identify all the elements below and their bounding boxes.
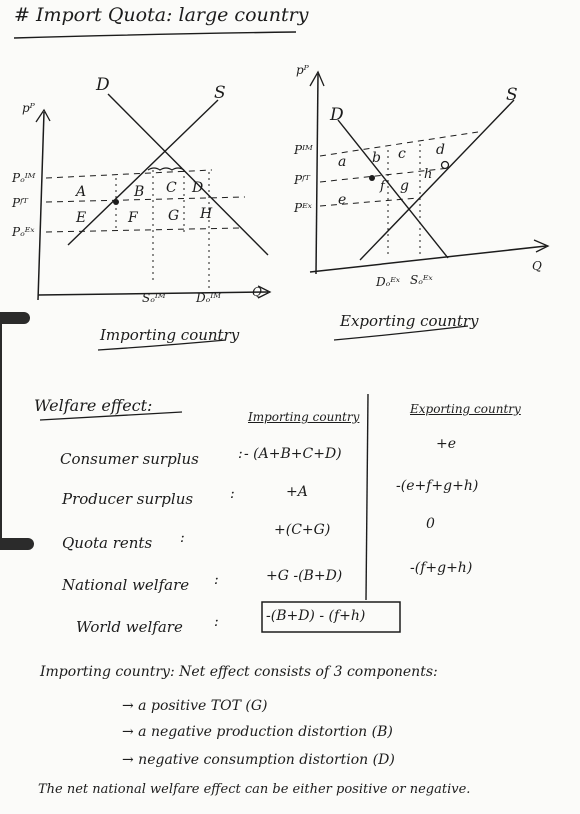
row-label-national-welfare: National welfare xyxy=(62,576,190,594)
importing-area-C: C xyxy=(166,180,177,196)
exporting-pft-label: Pᶠᵀ xyxy=(294,173,310,187)
cell-importing-national-welfare: +G -(B+D) xyxy=(266,568,343,584)
exporting-x-axis xyxy=(310,246,546,272)
cell-importing-producer-surplus: +A xyxy=(286,484,308,500)
importing-area-D: D xyxy=(192,180,204,196)
importing-price-axis-label: pᴾ xyxy=(22,101,35,115)
cell-exporting-quota-rents: 0 xyxy=(426,516,435,532)
note-summary-line: Importing country: Net effect consists of 3 components: xyxy=(40,664,438,680)
importing-pim-label: Pₒᴵᴹ xyxy=(12,171,36,185)
importing-area-G: G xyxy=(168,208,180,224)
exporting-y-axis xyxy=(316,74,318,274)
note-item-consumption-distortion: → negative consumption distortion (D) xyxy=(122,752,395,768)
cell-exporting-consumer-surplus: +e xyxy=(436,436,457,452)
exporting-area-c: c xyxy=(398,146,406,162)
importing-area-F: F xyxy=(128,210,138,226)
importing-dim-label: Dₒᴵᴹ xyxy=(196,291,221,305)
note-item-tot: → a positive TOT (G) xyxy=(122,698,268,714)
importing-area-A: A xyxy=(76,184,87,200)
importing-sim-label: Sₒᴵᴹ xyxy=(142,291,166,305)
importing-pft-label: Pᶠᵀ xyxy=(12,196,28,210)
exporting-area-e: e xyxy=(338,192,347,208)
row-label-world-welfare: World welfare xyxy=(76,618,183,636)
exporting-supply-label: S xyxy=(506,85,518,105)
importing-pex-label: Pₒᴱˣ xyxy=(12,225,35,239)
importing-quantity-axis-label: Q xyxy=(252,285,262,299)
exporting-pim-label: Pᴵᴹ xyxy=(294,143,313,157)
col-header-exporting: Exporting country xyxy=(410,402,521,416)
exporting-demand-label: D xyxy=(330,105,344,125)
cell-exporting-producer-surplus: -(e+f+g+h) xyxy=(396,478,479,494)
cell-world-welfare: -(B+D) - (f+h) xyxy=(266,608,366,624)
exporting-sex-label: Sₒᴱˣ xyxy=(410,273,433,287)
exporting-demand-curve xyxy=(338,120,448,258)
exporting-area-d: d xyxy=(436,142,445,158)
note-conclusion: The net national welfare effect can be either positive or negative. xyxy=(38,782,471,797)
exporting-pex-label: Pᴱˣ xyxy=(294,201,312,215)
importing-demand-label: D xyxy=(96,75,110,95)
exporting-area-h: h xyxy=(424,167,433,182)
exporting-dex-label: Dₒᴱˣ xyxy=(376,275,401,289)
col-header-importing: Importing country xyxy=(248,410,360,424)
row-label-quota-rents: Quota rents xyxy=(62,534,153,552)
welfare-heading: Welfare effect: xyxy=(34,396,153,415)
exporting-area-b: b xyxy=(372,150,381,166)
importing-supply-label: S xyxy=(214,83,226,103)
importing-caption: Importing country xyxy=(100,326,240,344)
importing-area-H: H xyxy=(200,206,213,222)
note-item-production-distortion: → a negative production distortion (B) xyxy=(122,724,393,740)
exporting-area-f: f xyxy=(380,179,385,194)
exporting-caption: Exporting country xyxy=(340,312,479,330)
row-label-consumer-surplus: Consumer surplus xyxy=(60,450,199,468)
row-label-producer-surplus: Producer surplus xyxy=(62,490,194,508)
page-title: # Import Quota: large country xyxy=(14,4,309,26)
exporting-area-a: a xyxy=(338,154,347,170)
cell-importing-quota-rents: +(C+G) xyxy=(274,522,331,538)
cell-importing-consumer-surplus: - (A+B+C+D) xyxy=(244,446,342,462)
exporting-area-g: g xyxy=(400,178,409,194)
importing-area-E: E xyxy=(76,210,87,226)
exporting-quantity-axis-label: Q xyxy=(532,259,542,273)
cell-exporting-national-welfare: -(f+g+h) xyxy=(410,560,473,576)
exporting-y-arrow xyxy=(310,72,324,86)
exporting-price-axis-label: pᴾ xyxy=(296,63,309,77)
importing-area-B: B xyxy=(134,184,145,200)
